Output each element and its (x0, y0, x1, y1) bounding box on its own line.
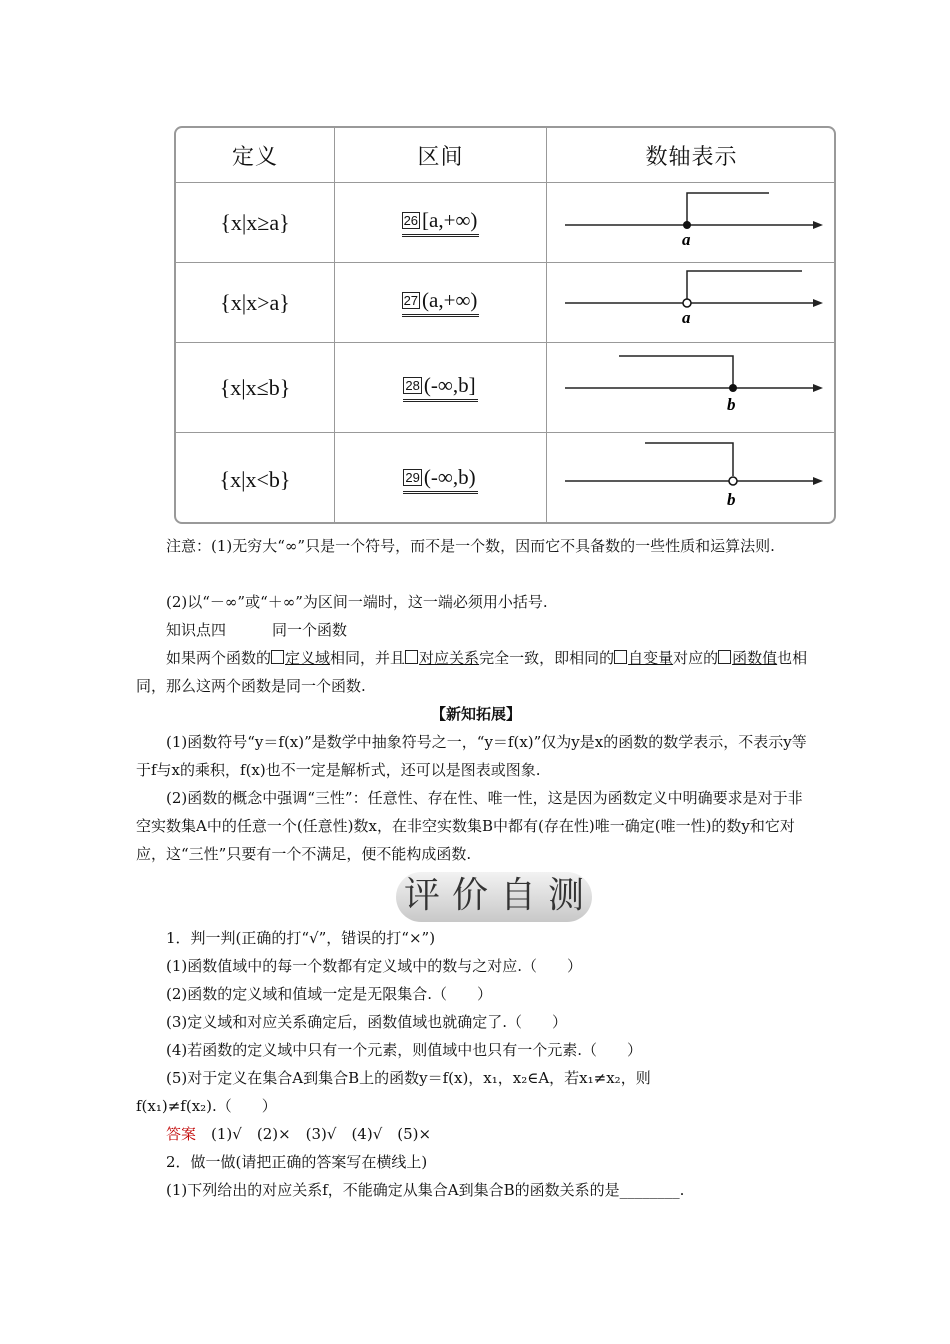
blank-box (614, 650, 627, 664)
banner-char: 评 (400, 868, 444, 924)
exercise1-answer (136, 1120, 816, 1148)
blank-text: 定义域 (285, 649, 331, 667)
exercise2-item: (1)下列给出的对应关系f，不能确定从集合A到集合B的函数关系的是________. (166, 1181, 685, 1199)
item-number: 27 (403, 293, 419, 308)
table-row (176, 263, 834, 343)
number-line-lt-b (547, 433, 836, 524)
blank-mapping (405, 649, 479, 667)
number-line-cell (547, 433, 836, 524)
banner-char: 自 (496, 868, 540, 924)
interval-cell (402, 288, 480, 317)
table-row (176, 183, 834, 263)
answer-label: 答案 (166, 1125, 197, 1143)
knowledge-body (136, 644, 816, 700)
number-line-ge-a (547, 183, 836, 263)
axis-label: a (682, 308, 691, 327)
table-row (176, 343, 834, 433)
exercise2-title: 2．做一做(请把正确的答案写在横线上) (166, 1153, 428, 1171)
extension-paragraph-1: (1)函数符号“y＝f(x)”是数学中抽象符号之一，“y＝f(x)”仅为y是x的函数的数学表示，不表示y等于f与x的乘积，f(x)也不一定是解析式，还可以是图表或图象. (136, 733, 807, 779)
open-endpoint (683, 299, 691, 307)
note-paragraph-2: (2)以“－∞”或“＋∞”为区间一端时，这一端必须用小括号. (166, 593, 548, 611)
knowledge-subtitle: 同一个函数 (272, 621, 348, 639)
definition-cell: {x|x≥a} (176, 183, 335, 262)
banner-char: 价 (448, 868, 492, 924)
exercise1-item5-line2: f(x₁)≠f(x₂).（ ） (136, 1097, 277, 1115)
interval-cell (403, 465, 477, 494)
interval-text: [a,+∞) (422, 208, 478, 232)
interval-cell (402, 208, 480, 237)
table-header-row (176, 128, 834, 183)
blank-box (718, 650, 731, 664)
interval-cell (403, 373, 477, 402)
exercise1-item5-line1: (5)对于定义在集合A到集合B上的函数y＝f(x)，x₁，x₂∈A，若x₁≠x₂，则 (166, 1069, 651, 1087)
item-number: 28 (405, 378, 420, 393)
number-line-cell (547, 183, 836, 262)
interval-text: (-∞,b] (423, 373, 476, 397)
interval-text: (a,+∞) (422, 288, 478, 312)
banner-char: 测 (544, 868, 588, 924)
closed-endpoint (729, 384, 737, 392)
blank-text: 函数值 (732, 649, 778, 667)
header-number-line: 数轴表示 (645, 144, 738, 170)
header-interval: 区间 (335, 128, 547, 182)
definition-cell: {x|x>a} (176, 263, 335, 342)
header-definition: 定义 (176, 128, 335, 182)
extension-title: 【新知拓展】 (430, 705, 521, 723)
exercise1-item: (4)若函数的定义域中只有一个元素，则值域中也只有一个元素.（ ） (166, 1041, 643, 1059)
knowledge-text: 也相同，那么这两个函数是同一个函数. (136, 649, 808, 695)
axis-label: a (682, 230, 691, 249)
interval-table (174, 126, 836, 524)
knowledge-heading (136, 616, 816, 644)
item-number: 29 (405, 470, 420, 485)
closed-endpoint (683, 221, 691, 229)
item-number: 26 (403, 213, 419, 228)
note-paragraph-1: 注意：(1)无穷大“∞”只是一个符号，而不是一个数，因而它不具备数的一些性质和运算法则. (166, 537, 775, 555)
blank-box (271, 650, 284, 664)
exercise1-item: (2)函数的定义域和值域一定是无限集合.（ ） (166, 985, 493, 1003)
axis-label: b (727, 395, 736, 414)
blank-box (405, 650, 418, 664)
definition-cell: {x|x≤b} (176, 343, 335, 432)
axis-label: b (727, 490, 736, 509)
knowledge-text: 相同，并且 (330, 649, 406, 667)
open-endpoint (729, 477, 737, 485)
answer-text: (1)√ (2)× (3)√ (4)√ (5)× (211, 1125, 432, 1143)
knowledge-text: 完全一致，即相同的 (479, 649, 615, 667)
exercise1-title: 1．判一判(正确的打“√”，错误的打“×”) (166, 929, 436, 947)
knowledge-title: 知识点四 (166, 621, 227, 639)
blank-value (718, 649, 777, 667)
number-line-gt-a (547, 263, 836, 343)
blank-variable (614, 649, 673, 667)
blank-text: 对应关系 (419, 649, 480, 667)
extension-paragraph-2: (2)函数的概念中强调“三性”：任意性、存在性、唯一性，这是因为函数定义中明确要求是对于非空实数集A中的任意一个(任意性)数x，在非空实数集B中都有(存在性)唯一确定(唯一性)的数y和它对应，这“三性”只要有一个不满足，便不能构成函数. (136, 789, 803, 863)
number-line-cell (547, 343, 836, 432)
number-line-cell (547, 263, 836, 342)
blank-domain (271, 649, 330, 667)
table-row (176, 433, 834, 524)
exercise1-item: (3)定义域和对应关系确定后，函数值域也就确定了.（ ） (166, 1013, 568, 1031)
exercise1-item: (1)函数值域中的每一个数都有定义域中的数与之对应.（ ） (166, 957, 583, 975)
number-line-le-b (547, 343, 836, 433)
knowledge-text: 如果两个函数的 (166, 649, 272, 667)
definition-cell: {x|x<b} (176, 433, 335, 524)
knowledge-text: 对应的 (673, 649, 719, 667)
self-assessment-banner (396, 868, 592, 924)
interval-text: (-∞,b) (423, 465, 476, 489)
blank-text: 自变量 (628, 649, 674, 667)
